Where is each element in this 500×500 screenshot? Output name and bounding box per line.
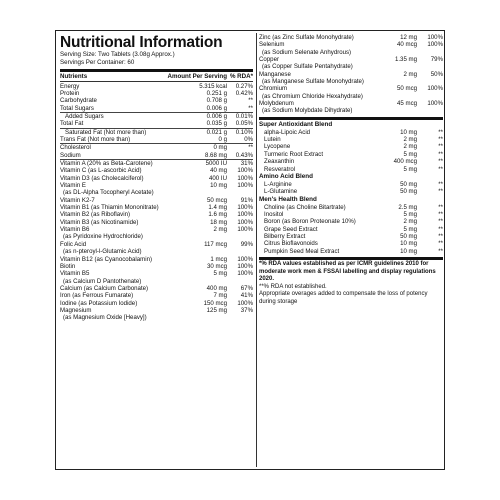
nutrient-row	[60, 285, 253, 292]
nutrient-name: Folic Acid	[60, 240, 87, 248]
nutrient-rda: 0.42%	[235, 89, 253, 97]
nutrient-amount: 50 mg	[400, 188, 417, 196]
nutrient-row	[259, 49, 443, 56]
nutrient-row	[60, 270, 253, 277]
nutrient-amount: 0.708 g	[206, 97, 227, 105]
nutrient-amount: 18 mg	[210, 218, 227, 226]
nutrient-row	[259, 188, 443, 195]
nutrient-amount: 0.006 g	[206, 112, 227, 120]
nutrient-amount: 50 mcg	[397, 85, 417, 93]
nutrient-row	[60, 314, 253, 321]
nutrient-name: Energy	[60, 82, 80, 90]
nutrient-name: Citrus Bioflavonoids	[264, 240, 318, 248]
nutrient-row	[60, 241, 253, 248]
nutrient-amount: 2 mg	[403, 143, 417, 151]
nutrient-rda: 41%	[240, 292, 253, 300]
nutrient-rda: 100%	[427, 100, 443, 108]
nutrient-amount: 400 mcg	[393, 158, 417, 166]
nutrient-name: (as Sodium Selenate Anhydrous)	[262, 48, 352, 56]
nutrient-name: Zinc (as Zinc Sulfate Monohydrate)	[259, 34, 354, 41]
nutrient-rda: 100%	[237, 211, 253, 219]
nutrient-row	[60, 120, 253, 128]
nutrient-row	[60, 256, 253, 263]
nutrient-rda: 100%	[237, 270, 253, 278]
nutrient-rda: **	[438, 210, 443, 218]
nutrient-name: Turmeric Root Extract	[264, 150, 324, 158]
nutrient-amount: 2 mg	[403, 218, 417, 226]
nutrient-rda: **	[438, 218, 443, 226]
nutrient-name: Choline (as Choline Bitartrate)	[264, 203, 346, 211]
nutrient-rda: **	[438, 225, 443, 233]
nutrient-rda: **	[438, 165, 443, 173]
nutrient-row	[259, 248, 443, 255]
nutrient-name: Vitamin D3 (as Cholecalciferol)	[60, 174, 144, 182]
nutrient-amount: 117 mcg	[204, 240, 227, 248]
nutrient-name: Added Sugars	[65, 112, 104, 120]
table-header	[60, 73, 253, 81]
nutrient-rda: 50%	[430, 70, 443, 78]
nutrient-amount: 0 g	[218, 136, 227, 143]
left-column	[60, 34, 253, 322]
nutrient-row	[259, 181, 443, 188]
nutrient-row	[259, 100, 443, 107]
right-column	[259, 34, 443, 307]
nutrient-amount: 12 mg	[400, 34, 417, 41]
nutrient-rda: 100%	[427, 34, 443, 41]
nutrient-row	[60, 307, 253, 314]
mineral-list	[259, 34, 443, 115]
nutrient-row	[60, 226, 253, 233]
nutrient-rda: 99%	[240, 240, 253, 248]
nutrient-amount: 5 mg	[403, 225, 417, 233]
nutrient-name: Total Fat	[60, 120, 84, 128]
nutrient-name: Iron (as Ferrous Fumarate)	[60, 292, 134, 300]
nutrient-rda: 0.27%	[235, 82, 253, 90]
nutrient-name: (as Pyridoxine Hydrochloride)	[63, 233, 143, 241]
nutrient-amount: 7 mg	[213, 292, 227, 300]
nutrient-amount: 40 mcg	[397, 41, 417, 49]
nutrient-name: Resveratrol	[264, 165, 296, 173]
nutrient-rda: 100%	[427, 41, 443, 49]
nutrient-name: (as Manganese Sulfate Monohydrate)	[262, 78, 364, 86]
nutrient-rda: 67%	[240, 284, 253, 292]
nutrient-name: Lutein	[264, 136, 281, 144]
nutrient-rda: 100%	[237, 174, 253, 182]
nutrient-row	[259, 56, 443, 63]
nutrient-rda: **	[438, 247, 443, 255]
nutrient-name: Molybdenum	[259, 100, 294, 108]
nutrient-row	[60, 83, 253, 90]
nutrient-name: Vitamin B12 (as Cyanocobalamin)	[60, 255, 153, 263]
nutrient-rda: 0.43%	[235, 151, 253, 159]
nutrient-amount: 5000 IU	[205, 160, 227, 168]
nutrient-amount: 400 mg	[206, 284, 227, 292]
nutrient-row	[60, 278, 253, 285]
nutrient-name: Manganese	[259, 70, 291, 78]
nutrient-amount: 0.021 g	[206, 128, 227, 136]
nutrient-row	[259, 211, 443, 218]
nutrient-amount: 50 mg	[400, 180, 417, 188]
nutrient-amount: 400 IU	[209, 174, 227, 182]
nutrient-amount: 2.5 mg	[398, 203, 417, 211]
nutrient-name: Calcium (as Calcium Carbonate)	[60, 284, 149, 292]
nutrient-row	[60, 189, 253, 196]
nutrient-amount: 1 mcg	[210, 255, 227, 263]
nutrient-amount: 0.251 g	[206, 89, 227, 97]
nutrient-amount: 5.315 kcal	[199, 82, 227, 90]
nutrient-name: Boron (as Boron Proteonate 10%)	[264, 218, 356, 226]
nutrient-name: (as Calcium D Pantothenate)	[63, 277, 142, 285]
serving-size: Serving Size: Two Tablets (3.08g Approx.)	[60, 51, 175, 58]
nutrient-name: Cholesterol	[60, 144, 91, 152]
nutrient-amount: 1.4 mg	[208, 204, 227, 212]
nutrient-rda: 100%	[427, 85, 443, 93]
nutrient-rda: **	[438, 203, 443, 211]
nutrient-name: Vitamin A (20% as Beta-Carotene)	[60, 160, 153, 168]
nutrient-amount: 0 mg	[213, 144, 227, 152]
nutrient-name: Vitamin B2 (as Riboflavin)	[60, 211, 130, 219]
nutrient-rda: **	[438, 150, 443, 158]
header-nutrients: Nutrients	[60, 72, 88, 80]
nutrient-rda: 100%	[237, 262, 253, 270]
nutrient-row	[259, 93, 443, 100]
nutrient-rda: 0.05%	[235, 120, 253, 128]
nutrient-rda: 100%	[237, 204, 253, 212]
panel-title: Nutritional Information	[60, 34, 223, 51]
nutrient-name: Pumpkin Seed Meal Extract	[264, 247, 340, 255]
header-amount: Amount Per Serving	[167, 72, 227, 80]
nutrient-row	[60, 248, 253, 255]
nutrient-row	[60, 175, 253, 182]
nutrient-amount: 2 mg	[403, 136, 417, 144]
nutrient-amount: 2 mg	[403, 70, 417, 78]
nutrient-rda: **	[438, 136, 443, 144]
nutrient-name: Saturated Fat (Not more than)	[65, 128, 147, 136]
nutrient-name: Inositol	[264, 210, 284, 218]
nutrient-row	[60, 97, 253, 104]
rda-footnote: *% RDA values established as per ICMR guidelines 2010 for moderate work men & FSSAI labelling and display regulations 2020.	[259, 260, 436, 283]
nutrient-row	[60, 182, 253, 189]
nutrient-amount: 10 mg	[400, 247, 417, 255]
nutrient-name: (as Copper Sulfate Pentahydrate)	[262, 63, 353, 71]
nutrient-row	[60, 204, 253, 211]
left-nutrient-list	[60, 83, 253, 322]
nutrient-rda: 0%	[244, 136, 253, 143]
nutrient-row	[259, 34, 443, 41]
nutrient-row	[60, 211, 253, 218]
nutrient-row	[60, 136, 253, 144]
nutrient-amount: 0.006 g	[206, 104, 227, 112]
nutrient-amount: 30 mcg	[207, 262, 227, 270]
overages-footnote: Appropriate overages added to compensate the loss of potency during storage	[259, 291, 428, 305]
nutrient-amount: 10 mg	[210, 182, 227, 190]
nutrient-row	[60, 152, 253, 160]
nutrient-name: (as Sodium Molybdate Dihydrate)	[262, 107, 353, 115]
nutrient-name: Vitamin K2-7	[60, 196, 95, 204]
nutrient-amount: 125 mg	[206, 306, 227, 314]
blend-title: Amino Acid Blend	[259, 172, 313, 180]
nutrient-amount: 1.6 mg	[208, 211, 227, 219]
nutrient-rda: 100%	[237, 226, 253, 234]
nutrient-row	[259, 151, 443, 158]
nutrient-rda: **	[438, 188, 443, 196]
nutrient-name: L-Glutamine	[264, 188, 298, 196]
nutrient-rda: 100%	[237, 182, 253, 190]
nutrient-rda: 37%	[240, 306, 253, 314]
nutrient-rda: 100%	[237, 167, 253, 175]
nutrient-row	[60, 113, 253, 120]
nutrient-row	[60, 129, 253, 136]
nutrient-amount: 50 mcg	[207, 196, 227, 204]
nutrient-row	[259, 204, 443, 211]
nutrient-name: Vitamin C (as L-ascorbic Acid)	[60, 167, 142, 175]
nutrient-amount: 40 mg	[210, 167, 227, 175]
nutrient-rda: **	[438, 180, 443, 188]
nutrient-rda: **	[438, 232, 443, 240]
nutrient-rda: **	[438, 143, 443, 151]
nutrient-amount: 5 mg	[403, 165, 417, 173]
nutrient-name: Vitamin B1 (as Thiamin Mononitrate)	[60, 204, 159, 212]
nutrient-row	[259, 158, 443, 165]
header-rda: % RDA*	[229, 72, 253, 80]
nutrient-name: Lycopene	[264, 143, 291, 151]
nutrient-rda: **	[438, 240, 443, 248]
blend-title: Men's Health Blend	[259, 195, 317, 203]
servings-per-container: Servings Per Container: 60	[60, 58, 135, 66]
nutrient-name: alpha-Lipoic Acid	[264, 128, 311, 136]
nutrient-row	[259, 233, 443, 240]
nutrient-rda: **	[248, 144, 253, 152]
nutrient-rda: **	[248, 104, 253, 112]
column-divider	[256, 33, 257, 467]
nutrient-row	[259, 136, 443, 143]
nutrient-amount: 5 mg	[403, 150, 417, 158]
nutrient-rda: 79%	[430, 56, 443, 64]
nutrient-amount: 10 mg	[400, 128, 417, 136]
nutrient-amount: 0.035 g	[206, 120, 227, 128]
nutrient-name: Chromium	[259, 85, 288, 93]
nutrient-rda: 0.01%	[235, 112, 253, 120]
nutrient-name: Total Sugars	[60, 104, 94, 112]
nutrient-name: Vitamin B6	[60, 226, 90, 234]
nutrient-amount: 150 mcg	[203, 299, 227, 307]
nutrient-row	[60, 219, 253, 226]
thick-divider	[259, 257, 443, 260]
nutrient-name: Copper	[259, 56, 279, 64]
nutrient-amount: 8.68 mg	[204, 151, 227, 159]
nutrient-name: Zeaxanthin	[264, 158, 295, 166]
nutrient-row	[60, 167, 253, 174]
nutrient-row	[259, 143, 443, 150]
nutrient-row	[259, 78, 443, 85]
nutrient-rda: 31%	[240, 160, 253, 168]
nutrient-rda: 100%	[237, 255, 253, 263]
nutrient-name: Sodium	[60, 151, 81, 159]
nutrient-rda: **	[248, 97, 253, 105]
nutrient-row	[259, 41, 443, 48]
nutrient-row	[60, 292, 253, 299]
nutrient-name: Vitamin B5	[60, 270, 90, 278]
thick-divider	[259, 117, 443, 120]
nutrient-amount: 50 mg	[400, 232, 417, 240]
nutrient-name: Carbohydrate	[60, 97, 97, 105]
nutrient-name: Magnesium	[60, 306, 92, 314]
nutrient-name: Grape Seed Extract	[264, 225, 318, 233]
blend-sections	[259, 121, 443, 255]
nutrient-name: Trans Fat (Not more than)	[60, 136, 131, 143]
nutrient-rda: **	[438, 158, 443, 166]
nutrient-rda: 0.10%	[235, 128, 253, 136]
nutrient-name: Vitamin B3 (as Nicotinamide)	[60, 218, 139, 226]
blend-title: Super Antioxidant Blend	[259, 120, 333, 128]
nutrient-name: Selenium	[259, 41, 285, 49]
nutrient-name: (as DL-Alpha Tocopheryl Acetate)	[63, 189, 154, 197]
nutrient-row	[259, 226, 443, 233]
nutrient-row	[60, 105, 253, 113]
nutrient-row	[60, 233, 253, 240]
nutrient-row	[259, 218, 443, 225]
nutrient-name: (as Chromium Chloride Hexahydrate)	[262, 92, 363, 100]
not-established-footnote: **% RDA not established.	[259, 283, 327, 290]
nutrient-row	[259, 63, 443, 70]
thick-divider	[60, 69, 253, 72]
nutrient-row	[60, 197, 253, 204]
nutrient-amount: 5 mg	[213, 270, 227, 278]
nutrient-amount: 1.35 mg	[394, 56, 417, 64]
nutrient-row	[259, 166, 443, 173]
nutrient-row	[259, 71, 443, 78]
nutrient-row	[60, 300, 253, 307]
nutrient-row	[60, 160, 253, 167]
nutrient-name: Iodine (as Potassium Iodide)	[60, 299, 138, 307]
nutrient-amount: 2 mg	[213, 226, 227, 234]
nutrient-amount: 5 mg	[403, 210, 417, 218]
nutrient-rda: 100%	[237, 299, 253, 307]
nutrient-amount: 45 mcg	[397, 100, 417, 108]
nutrient-name: L-Arginine	[264, 180, 292, 188]
nutrient-row	[259, 107, 443, 114]
nutrient-row	[259, 129, 443, 136]
nutrient-name: (as Magnesium Oxide [Heavy])	[63, 314, 147, 322]
nutrient-name: Biotin	[60, 262, 76, 270]
nutrient-name: Vitamin E	[60, 182, 86, 190]
nutrition-facts-panel	[55, 30, 445, 470]
nutrient-name: Protein	[60, 89, 80, 97]
nutrient-row	[259, 240, 443, 247]
nutrient-row	[60, 144, 253, 151]
nutrient-row	[60, 90, 253, 97]
nutrient-name: (as n-pteroyl-l-Glutamic Acid)	[63, 248, 142, 256]
nutrient-amount: 10 mg	[400, 240, 417, 248]
nutrient-rda: 100%	[237, 218, 253, 226]
nutrient-row	[259, 85, 443, 92]
nutrient-rda: **	[438, 128, 443, 136]
nutrient-name: Bilberry Extract	[264, 232, 306, 240]
nutrient-row	[60, 263, 253, 270]
nutrient-rda: 91%	[240, 196, 253, 204]
